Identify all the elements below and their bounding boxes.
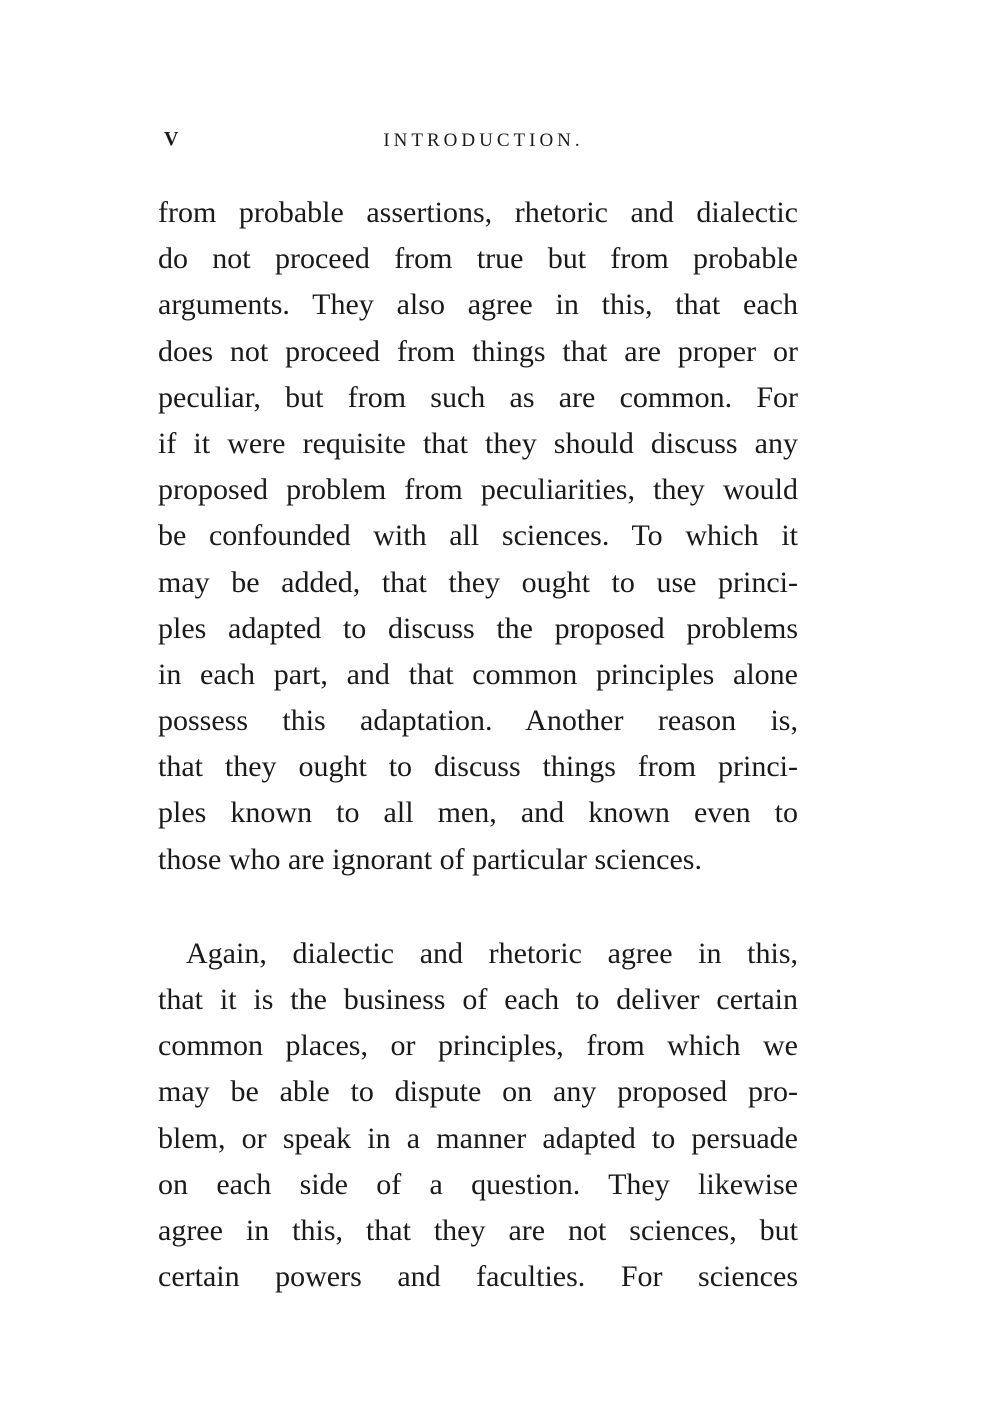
running-title: INTRODUCTION.	[383, 130, 584, 151]
paragraph	[158, 931, 798, 1301]
text-line: those who are ignorant of particular sciences.	[158, 842, 702, 876]
text-line: blem, or speak in a manner adapted to persuade	[158, 1121, 798, 1155]
text-line: on each side of a question. They likewise	[158, 1167, 798, 1201]
text-line: does not proceed from things that are proper or	[158, 334, 798, 368]
page-body	[158, 190, 798, 1300]
page-number: V	[164, 128, 179, 150]
text-line: common places, or principles, from which we	[158, 1029, 798, 1063]
text-line: peculiar, but from such as are common. For	[158, 380, 798, 414]
text-line: arguments. They also agree in this, that each	[158, 288, 798, 322]
text-line: may be able to dispute on any proposed pro-	[158, 1075, 798, 1109]
text-line: in each part, and that common principles alone	[158, 657, 798, 691]
text-line: that it is the business of each to deliver certain	[158, 983, 798, 1016]
text-line: be confounded with all sciences. To which it	[158, 519, 798, 553]
text-line: if it were requisite that they should discuss any	[158, 426, 798, 460]
text-line: proposed problem from peculiarities, they would	[158, 473, 798, 507]
text-line: agree in this, that they are not sciences, but	[158, 1213, 798, 1247]
paragraph-gap	[158, 883, 798, 931]
text-line: ples adapted to discuss the proposed problems	[158, 611, 798, 645]
text-line: certain powers and faculties. For sciences	[158, 1260, 798, 1294]
text-line: may be added, that they ought to use princi-	[158, 565, 798, 599]
text-line: that they ought to discuss things from princi-	[158, 750, 798, 784]
text-line: ples known to all men, and known even to	[158, 796, 798, 830]
text-line: possess this adaptation. Another reason is,	[158, 704, 798, 738]
running-header	[160, 128, 797, 158]
paragraph	[158, 190, 798, 883]
text-line: Again, dialectic and rhetoric agree in this,	[186, 936, 798, 970]
text-line: from probable assertions, rhetoric and dialectic	[158, 196, 798, 229]
text-line: do not proceed from true but from probable	[158, 242, 798, 276]
